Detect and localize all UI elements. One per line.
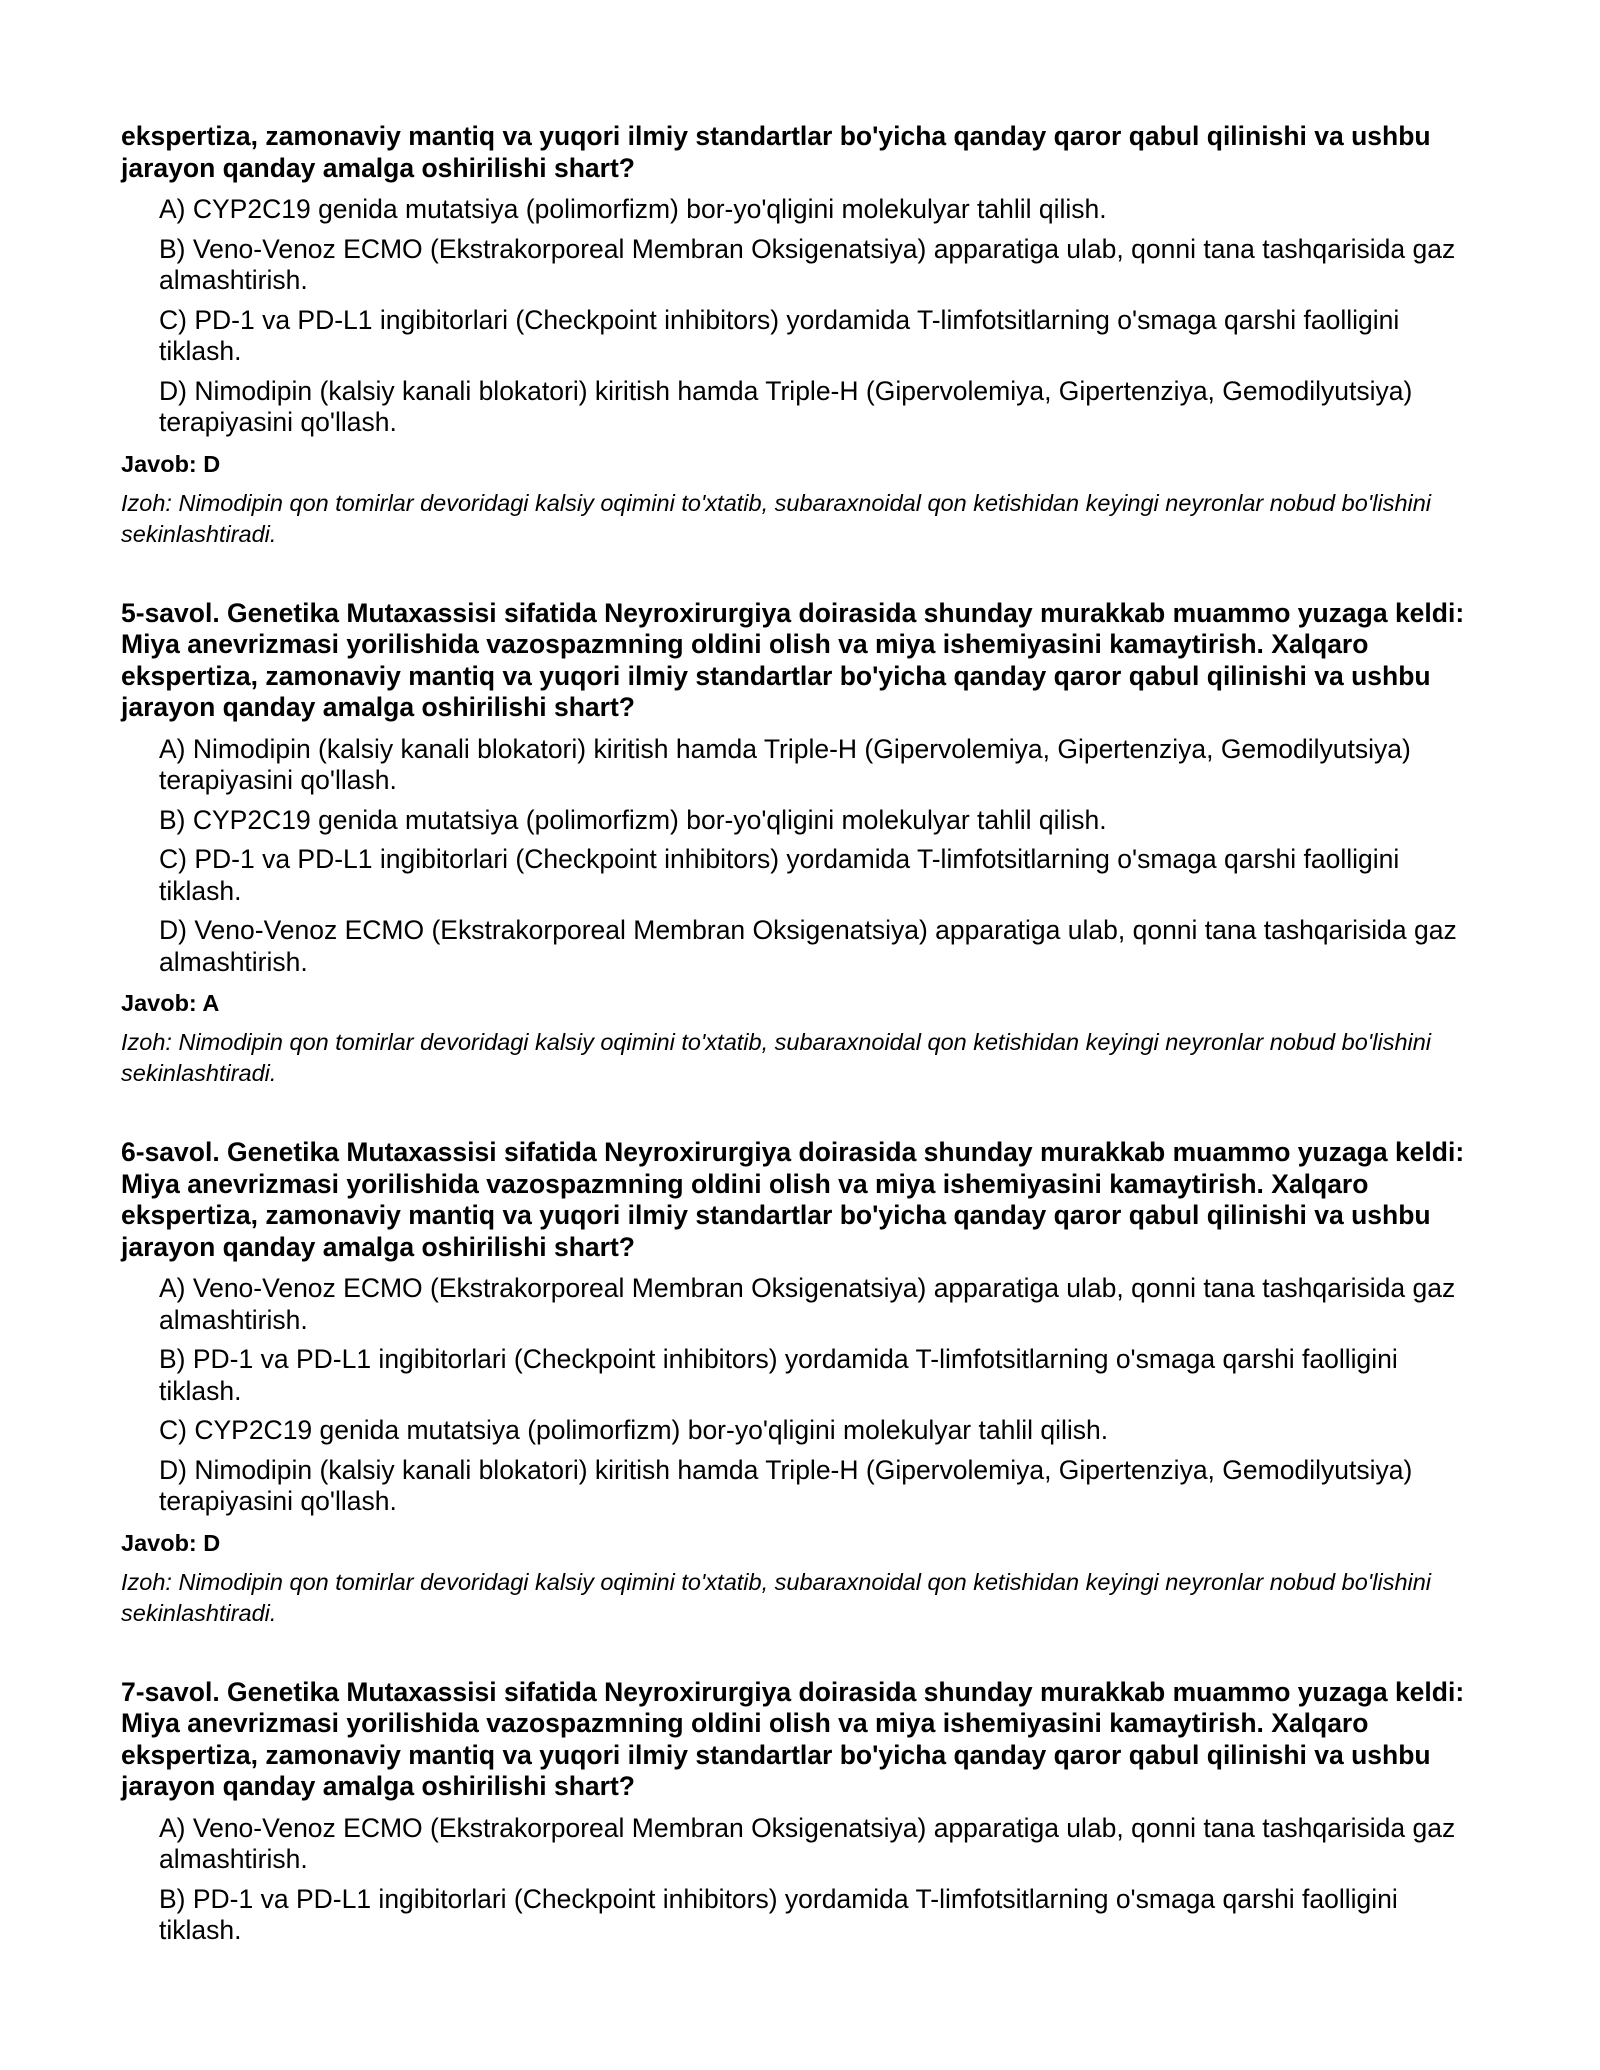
question-text: 7-savol. Genetika Mutaxassisi sifatida Neyroxirurgiya doirasida shunday murakkab muammo yuzaga keldi: Miya anevrizmasi yorilishida vazospazmning oldini olish va miya ishemiyasini kamaytirish. Xalqaro ekspertiza, zamonaviy mantiq va yuqori ilmiy standartlar bo'yicha qanday qaror qabul qilinishi va ushbu jarayon qanday amalga oshirilishi shart? <box>121 1676 1465 1801</box>
explanation-note: Izoh: Nimodipin qon tomirlar devoridagi kalsiy oqimini to'xtatib, subaraxnoidal qon ketishidan keyingi neyronlar nobud bo'lishini sekinlashtiradi. <box>121 1029 1432 1086</box>
question-block-7 <box>121 1677 1482 1947</box>
answer-label: Javob: D <box>121 450 221 477</box>
options-list <box>159 194 1482 439</box>
option-c: C) PD-1 va PD-L1 ingibitorlari (Checkpoint inhibitors) yordamida T-limfotsitlarning o'smaga qarshi faolligini tiklash. <box>159 844 1400 906</box>
question-text: 5-savol. Genetika Mutaxassisi sifatida Neyroxirurgiya doirasida shunday murakkab muammo yuzaga keldi: Miya anevrizmasi yorilishida vazospazmning oldini olish va miya ishemiyasini kamaytirish. Xalqaro ekspertiza, zamonaviy mantiq va yuqori ilmiy standartlar bo'yicha qanday qaror qabul qilinishi va ushbu jarayon qanday amalga oshirilishi shart? <box>121 597 1465 722</box>
explanation-note: Izoh: Nimodipin qon tomirlar devoridagi kalsiy oqimini to'xtatib, subaraxnoidal qon ketishidan keyingi neyronlar nobud bo'lishini sekinlashtiradi. <box>121 489 1432 547</box>
answer-label: Javob: A <box>121 990 220 1016</box>
option-a: A) CYP2C19 genida mutatsiya (polimorfizm) bor-yo'qligini molekulyar tahlil qilish. <box>159 194 1107 224</box>
option-c: C) CYP2C19 genida mutatsiya (polimorfizm) bor-yo'qligini molekulyar tahlil qilish. <box>159 1415 1109 1445</box>
option-b: B) Veno-Venoz ECMO (Ekstrakorporeal Membran Oksigenatsiya) apparatiga ulab, qonni tana tashqarisida gaz almashtirish. <box>159 233 1456 295</box>
option-d: D) Nimodipin (kalsiy kanali blokatori) kiritish hamda Triple-H (Gipervolemiya, Gipertenziya, Gemodilyutsiya) terapiyasini qo'llash. <box>159 375 1413 437</box>
option-a: A) Veno-Venoz ECMO (Ekstrakorporeal Membran Oksigenatsiya) apparatiga ulab, qonni tana tashqarisida gaz almashtirish. <box>159 1812 1456 1874</box>
options-list <box>159 1813 1482 1947</box>
option-b: B) CYP2C19 genida mutatsiya (polimorfizm) bor-yo'qligini molekulyar tahlil qilish. <box>159 804 1107 835</box>
question-block-4 <box>121 121 1482 550</box>
option-b: B) PD-1 va PD-L1 ingibitorlari (Checkpoint inhibitors) yordamida T-limfotsitlarning o'smaga qarshi faolligini tiklash. <box>159 1344 1398 1406</box>
option-b: B) PD-1 va PD-L1 ingibitorlari (Checkpoint inhibitors) yordamida T-limfotsitlarning o'smaga qarshi faolligini tiklash. <box>159 1883 1398 1945</box>
question-text: ekspertiza, zamonaviy mantiq va yuqori ilmiy standartlar bo'yicha qanday qaror qabul qilinishi va ushbu jarayon qanday amalga oshirilishi shart? <box>121 121 1431 183</box>
option-d: D) Nimodipin (kalsiy kanali blokatori) kiritish hamda Triple-H (Gipervolemiya, Gipertenziya, Gemodilyutsiya) terapiyasini qo'llash. <box>159 1454 1413 1516</box>
question-block-6 <box>121 1137 1482 1629</box>
option-a: A) Nimodipin (kalsiy kanali blokatori) kiritish hamda Triple-H (Gipervolemiya, Gipertenziya, Gemodilyutsiya) terapiyasini qo'llash. <box>159 733 1411 795</box>
option-a: A) Veno-Venoz ECMO (Ekstrakorporeal Membran Oksigenatsiya) apparatiga ulab, qonni tana tashqarisida gaz almashtirish. <box>159 1273 1456 1335</box>
options-list <box>159 1273 1482 1518</box>
options-list <box>159 734 1482 979</box>
option-d: D) Veno-Venoz ECMO (Ekstrakorporeal Membran Oksigenatsiya) apparatiga ulab, qonni tana tashqarisida gaz almashtirish. <box>159 915 1457 977</box>
answer-label: Javob: D <box>121 1529 221 1556</box>
option-c: C) PD-1 va PD-L1 ingibitorlari (Checkpoint inhibitors) yordamida T-limfotsitlarning o'smaga qarshi faolligini tiklash. <box>159 304 1400 366</box>
question-block-5 <box>121 598 1482 1090</box>
explanation-note: Izoh: Nimodipin qon tomirlar devoridagi kalsiy oqimini to'xtatib, subaraxnoidal qon ketishidan keyingi neyronlar nobud bo'lishini sekinlashtiradi. <box>121 1568 1432 1626</box>
question-text: 6-savol. Genetika Mutaxassisi sifatida Neyroxirurgiya doirasida shunday murakkab muammo yuzaga keldi: Miya anevrizmasi yorilishida vazospazmning oldini olish va miya ishemiyasini kamaytirish. Xalqaro ekspertiza, zamonaviy mantiq va yuqori ilmiy standartlar bo'yicha qanday qaror qabul qilinishi va ushbu jarayon qanday amalga oshirilishi shart? <box>121 1137 1465 1262</box>
